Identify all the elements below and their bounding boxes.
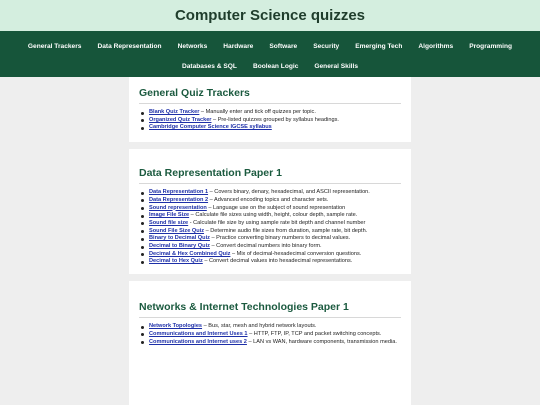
nav-general-skills[interactable]: General Skills (314, 62, 359, 70)
section-networks-internet (129, 281, 411, 354)
list-item (139, 117, 401, 125)
section-divider (129, 142, 411, 149)
list-item (139, 243, 401, 251)
list-item (139, 323, 401, 331)
nav-row-1 (0, 36, 540, 56)
quiz-description: – Covers binary, denary, hexadecimal, and ASCII representation. (208, 189, 370, 196)
nav-data-representation[interactable]: Data Representation (97, 42, 162, 50)
quiz-description: – Mix of decimal-hexadecimal conversion questions. (230, 250, 362, 257)
quiz-description: – HTTP, FTP, IP, TCP and packet switching concepts. (247, 330, 382, 337)
quiz-link[interactable]: Organized Quiz Tracker (149, 116, 212, 123)
quiz-link[interactable]: Sound representation (149, 204, 207, 211)
page-title: Computer Science quizzes (174, 7, 366, 24)
section-heading: Data Representation Paper 1 (139, 167, 401, 184)
quiz-link[interactable]: Sound File Size Quiz (149, 227, 205, 234)
site-header (0, 0, 540, 31)
quiz-description: – Convert decimal values into hexadecimal representations. (202, 258, 353, 265)
quiz-link[interactable]: Decimal & Hex Combined Quiz (149, 250, 231, 257)
nav-algorithms[interactable]: Algorithms (418, 42, 454, 50)
quiz-description: - Calculate file size by using sample rate bit depth and channel number (188, 219, 366, 226)
list-item (139, 124, 401, 132)
list-item (139, 258, 401, 266)
quiz-description: – Practice converting binary numbers to decimal values. (209, 235, 351, 242)
nav-databases-sql[interactable]: Databases & SQL (181, 62, 237, 70)
nav-emerging-tech[interactable]: Emerging Tech (355, 42, 403, 50)
quiz-description: – Calculate file sizes using width, height, colour depth, sample rate. (189, 212, 358, 219)
nav-row-2 (0, 56, 540, 76)
list-item (139, 220, 401, 228)
quiz-link[interactable]: Communications and Internet uses 2 (149, 338, 247, 345)
section-general-quiz-trackers (129, 77, 411, 142)
nav-hardware[interactable]: Hardware (223, 42, 254, 50)
list-item (139, 339, 401, 347)
quiz-link[interactable]: Communications and Internet Uses 1 (149, 330, 248, 337)
section-divider (129, 274, 411, 281)
quiz-description: – LAN vs WAN, hardware components, transmission media. (246, 338, 397, 345)
quiz-link[interactable]: Image File Size (149, 212, 190, 219)
section-heading: Networks & Internet Technologies Paper 1 (139, 301, 401, 318)
section-data-representation (129, 149, 411, 274)
list-item (139, 205, 401, 213)
list-item (139, 109, 401, 117)
nav-general-trackers[interactable]: General Trackers (27, 42, 82, 50)
nav-networks[interactable]: Networks (177, 42, 208, 50)
quiz-list (139, 323, 401, 346)
section-heading: General Quiz Trackers (139, 87, 401, 104)
nav-programming[interactable]: Programming (469, 42, 513, 50)
quiz-description: – Advanced encoding topics and character sets. (208, 196, 329, 203)
nav-security[interactable]: Security (313, 42, 340, 50)
main-content (129, 77, 411, 405)
quiz-link[interactable]: Data Representation 2 (149, 196, 209, 203)
main-nav (0, 31, 540, 77)
quiz-link[interactable]: Blank Quiz Tracker (149, 109, 200, 115)
quiz-link[interactable]: Decimal to Binary Quiz (149, 243, 210, 250)
quiz-link[interactable]: Decimal to Hex Quiz (149, 258, 203, 265)
list-item (139, 228, 401, 236)
quiz-list (139, 189, 401, 266)
quiz-link[interactable]: Sound file size (149, 219, 189, 226)
list-item (139, 189, 401, 197)
quiz-description: – Bus, star, mesh and hybrid network layouts. (202, 323, 317, 330)
nav-boolean-logic[interactable]: Boolean Logic (252, 62, 299, 70)
quiz-description: – Manually enter and tick off quizzes per topic. (199, 109, 316, 115)
list-item (139, 197, 401, 205)
quiz-link[interactable]: Binary to Decimal Quiz (149, 235, 210, 242)
nav-software[interactable]: Software (269, 42, 298, 50)
list-item (139, 212, 401, 220)
list-item (139, 251, 401, 259)
quiz-description: – Language use on the subject of sound representation (206, 204, 346, 211)
quiz-description: – Convert decimal numbers into binary form. (209, 243, 322, 250)
list-item (139, 235, 401, 243)
quiz-description: – Determine audio file sizes from duration, sample rate, bit depth. (204, 227, 368, 234)
quiz-description: – Pre-listed quizzes grouped by syllabus headings. (211, 116, 339, 123)
quiz-link[interactable]: Network Topologies (149, 323, 203, 330)
quiz-list (139, 109, 401, 132)
quiz-link[interactable]: Cambridge Computer Science IGCSE syllabus (149, 124, 272, 131)
quiz-link[interactable]: Data Representation 1 (149, 189, 209, 196)
list-item (139, 331, 401, 339)
